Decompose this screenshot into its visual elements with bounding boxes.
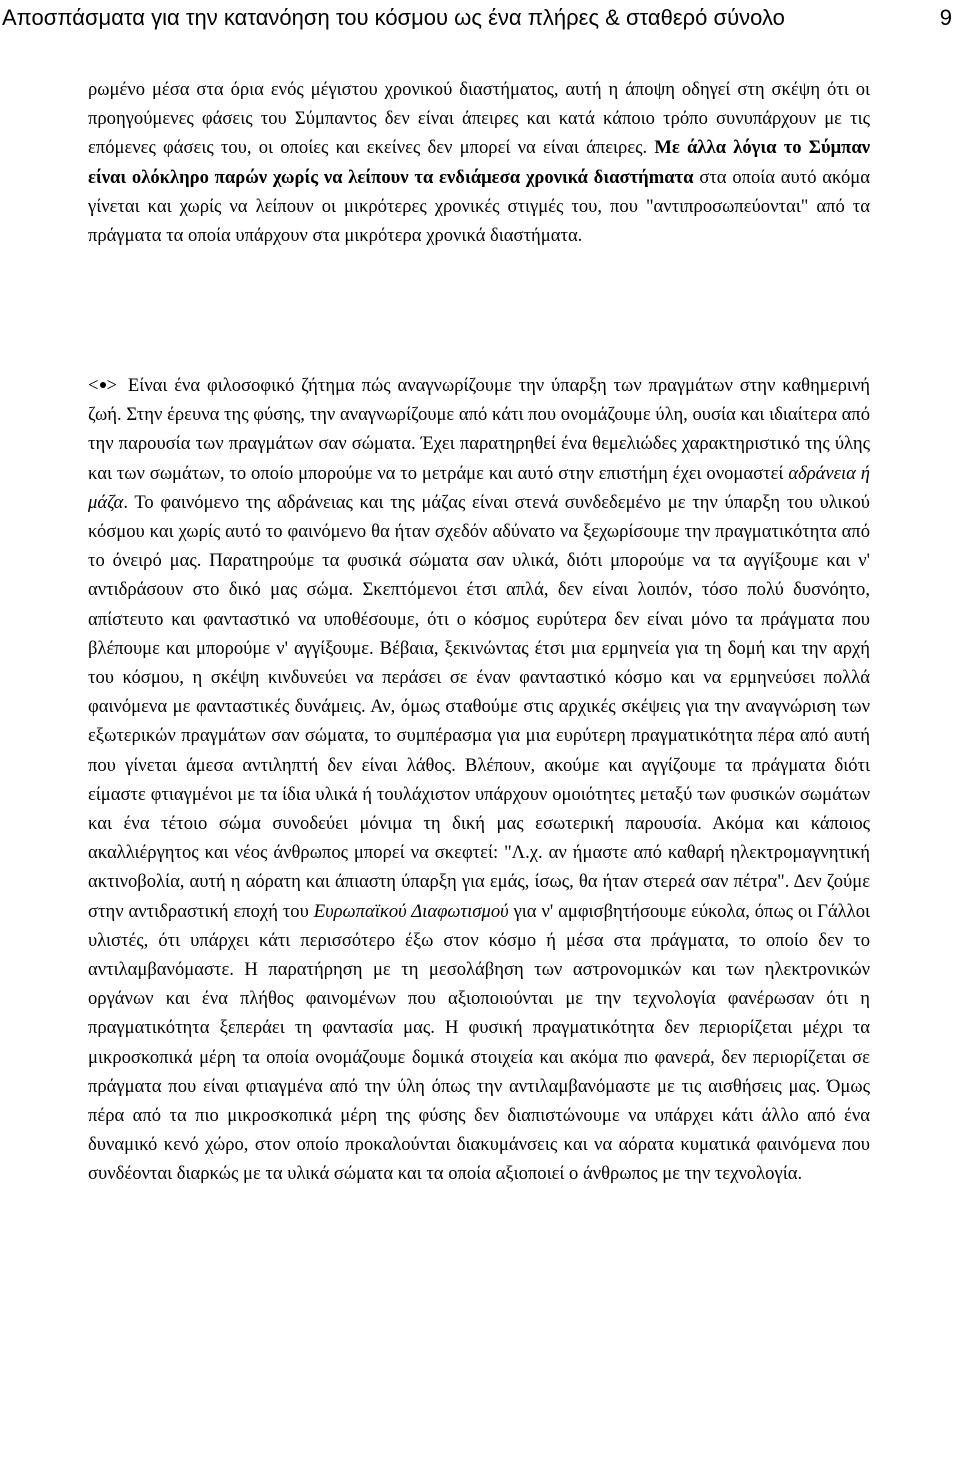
paragraph-2: [88, 371, 870, 1189]
paragraph-2-text-start: Είναι ένα φιλοσοφικό ζήτημα πώς αναγνωρίζουμε την ύπαρξη των πραγμάτων στην καθημερινή ζωή. Στην έρευνα της φύσης, την αναγνωρίζουμε από κάτι που ονομάζουμε ύλη, ουσία και ιδιαίτερα από την παρουσία των πραγμάτων σαν σώματα. Έχει παρατηρηθεί ένα θεμελιώδες χαρακτηριστικό της ύλης και των σωμάτων, το οποίο μπορούμε να το μετράμε και αυτό στην επιστήμη έχει ονομαστεί: [88, 375, 870, 484]
paragraph-1-bold-emphasis: Με άλλα λόγια το Σύμπαν είναι ολόκληρο παρών χωρίς να λείπουν τα ενδιάμεσα χρονικά διαστήmατα: [88, 137, 871, 188]
paragraph-1: [88, 75, 870, 250]
paragraph-2-italic-era: Ευρωπαϊκού Διαφωτισμού: [313, 900, 509, 922]
paragraph-2-italic-term: αδράνεια ή μάζα: [88, 462, 870, 513]
paragraph-2-text-middle: . Το φαινόμενο της αδράνειας και της μάζας είναι στενά συνδεδεμένο με την ύπαρξη του υλικού κόσμου και χωρίς αυτό το φαινόμενο θα ήταν σχεδόν αδύνατο να ξεχωρίσουμε την πραγματικότητα από το όνειρό μας. Παρατηρούμε τα φυσικά σώματα σαν υλικά, διότι μπορούμε να τα αγγίξουμε και ν' αντιδράσουν στο δικό μας σώμα. Σκεπτόμενοι έτσι απλά, δεν είναι λοιπόν, τόσο πολύ δυσνόητο, απίστευτο και φανταστικό να υποθέσουμε, ότι ο κόσμος ευρύτερα δεν είναι μόνο τα πράγματα που βλέπουμε και μπορούμε ν' αγγίξουμε. Βέβαια, ξεκινώντας έτσι μια ερμηνεία για τη δομή και την αρχή του κόσμου, η σκέψη κινδυνεύει να περάσει σε έναν φανταστικό κόσμο και να ερμηνεύσει πολλά φαινόμενα με φανταστικές δυνάμεις. Αν, όμως σταθούμε στις αρχικές σκέψεις για την αναγνώριση των εξωτερικών πραγμάτων σαν σώματα, το συμπέρασμα για μια ευρύτερη πραγματικότητα πέρα από αυτή που γίνεται άμεσα αντιληπτή δεν είναι λάθος. Βλέπουν, ακούμε και αγγίζουμε τα πράγματα διότι είμαστε φτιαγμένοι με τα ίδια υλικά ή τουλάχιστον υπάρχουν ομοιότητες μεταξύ των φυσικών σωμάτων και ένα τέτοιο σώμα συνοδεύει μόνιμα τη δική μας εσωτερική παρουσία. Ακόμα και κάποιος ακαλλιέργητος και νέος άνθρωπος μπορεί να σκεφτεί: "Λ.χ. αν ήμαστε από καθαρή ηλεκτρομαγνητική ακτινοβολία, αυτή η αόρατη και άπιαστη ύπαρξη για εμάς, ίσως, θα ήταν στερεά σαν πέτρα". Δεν ζούμε στην αντιδραστική εποχή του: [88, 491, 870, 922]
bullet-dot-icon: [100, 382, 106, 388]
paragraph-2-text-end: για ν' αμφισβητήσουμε εύκολα, όπως οι Γάλλοι υλιστές, ότι υπάρχει κάτι περισσότερο έξω στον κόσμο ή μέσα στα πράγματα, το οποίο δεν το αντιλαμβανόμαστε. Η παρατήρηση με τη μεσολάβηση των αστρονομικών και των ηλεκτρονικών οργάνων και ένα πλήθος φαινομένων που αξιοποιούνται με την τεχνολογία φανέρωσαν ότι η πραγματικότητα ξεπεράει τη φαντασία μας. Η φυσική πραγματικότητα δεν περιορίζεται μέχρι τα μικροσκοπικά μέρη τα οποία ονομάζουμε δομικά στοιχεία και ακόμα πιο φανερά, δεν περιορίζεται σε πράγματα που είναι φτιαγμένα από την ύλη όπως την αντιλαμβανόμαστε με τις αισθήσεις μας. Όμως πέρα από τα πιο μικροσκοπικά μέρη της φύσης δεν διαπιστώνουμε να υπάρχει κάτι άλλο από ένα δυναμικό κενό χώρο, στον οποίο προκαλούνται διακυμάνσεις και να αόρατα κυματικά φαινόμενα που συνδέονται διαρκώς με τα υλικά σώματα και τα οποία αξιοποιεί ο άνθρωπος με την τεχνολογία.: [88, 900, 870, 1185]
paragraph-1-text-end: στα οποία αυτό ακόμα γίνεται και χωρίς να λείπουν οι μικρότερες χρονικές στιγμές του, που "αντιπροσωπεύονται" από τα πράγματα τα οποία υπάρχουν στα μικρότερα χρονικά διαστήματα.: [88, 166, 871, 247]
bullet-marker-left: <: [88, 375, 99, 396]
bullet-marker: [88, 371, 117, 400]
bullet-marker-right: >: [106, 375, 117, 396]
header-title: Αποσπάσματα για την κατανόηση του κόσμου ως ένα πλήρες & σταθερό σύνολο: [2, 5, 785, 30]
running-header: [2, 2, 952, 34]
paragraph-1-text-start: ρωμένο μέσα στα όρια ενός μέγιστου χρονικού διαστήματος, αυτή η άποψη οδηγεί στη σκέψη ότι οι προηγούμενες φάσεις του Σύμπαντος δεν είναι άπειρες και κατά κάποιο τρόπο συνυπάρχουν με τις επόμενες φάσεις του, οι οποίες και εκείνες δεν μπορεί να είναι άπειρες.: [88, 79, 870, 159]
page-number: 9: [939, 5, 952, 30]
